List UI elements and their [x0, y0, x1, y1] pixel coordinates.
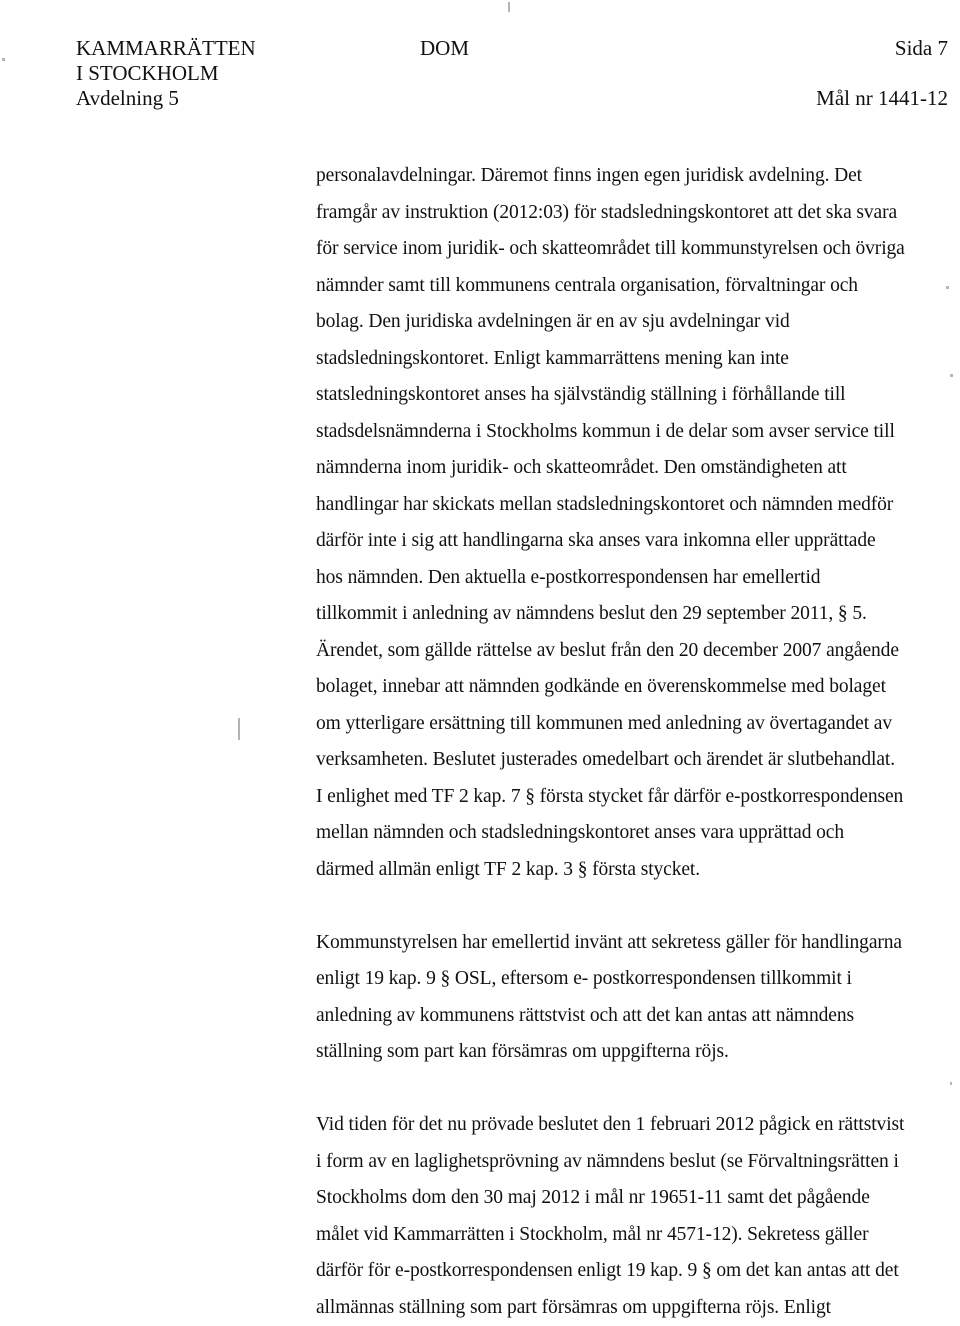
scan-speck — [950, 374, 953, 377]
page-meta — [816, 36, 948, 111]
text-line: stadsledningskontoret. Enligt kammarrättens mening kan inte — [316, 341, 956, 378]
text-line: handlingar har skickats mellan stadsledningskontoret och nämnden medför — [316, 487, 956, 524]
text-line: därmed allmän enligt TF 2 kap. 3 § första stycket. — [316, 852, 956, 889]
text-line: statsledningskontoret anses ha självständig ställning i förhållande till — [316, 377, 956, 414]
scan-speck — [508, 2, 510, 12]
text-line: personalavdelningar. Däremot finns ingen egen juridisk avdelning. Det — [316, 158, 956, 195]
page-number: Sida 7 — [816, 36, 948, 61]
department: Avdelning 5 — [76, 86, 256, 111]
text-line: ställning som part kan försämras om uppgifterna röjs. — [316, 1034, 956, 1071]
text-line: bolag. Den juridiska avdelningen är en av sju avdelningar vid — [316, 304, 956, 341]
text-line: enligt 19 kap. 9 § OSL, eftersom e- postkorrespondensen tillkommit i — [316, 961, 956, 998]
paragraph — [316, 158, 956, 888]
paragraph-gap — [316, 1071, 956, 1108]
text-line: hos nämnden. Den aktuella e-postkorrespondensen har emellertid — [316, 560, 956, 597]
text-line: I enlighet med TF 2 kap. 7 § första stycket får därför e-postkorrespondensen — [316, 779, 956, 816]
court-header — [76, 36, 256, 111]
text-line: nämnder samt till kommunens centrala organisation, förvaltningar och — [316, 268, 956, 305]
text-line: nämnderna inom juridik- och skatteområdet. Den omständigheten att — [316, 450, 956, 487]
text-line: Kommunstyrelsen har emellertid invänt att sekretess gäller för handlingarna — [316, 925, 956, 962]
text-line: anledning av kommunens rättstvist och att det kan antas att nämndens — [316, 998, 956, 1035]
text-line: därför inte i sig att handlingarna ska anses vara inkomna eller upprättade — [316, 523, 956, 560]
text-line: om ytterligare ersättning till kommunen med anledning av övertagandet av — [316, 706, 956, 743]
scan-speck — [950, 1082, 952, 1085]
text-line: verksamheten. Beslutet justerades omedelbart och ärendet är slutbehandlat. — [316, 742, 956, 779]
case-number: Mål nr 1441-12 — [816, 86, 948, 111]
text-line: mellan nämnden och stadsledningskontoret anses vara upprättad och — [316, 815, 956, 852]
text-line: bolaget, innebar att nämnden godkände en överenskommelse med bolaget — [316, 669, 956, 706]
court-city: I STOCKHOLM — [76, 61, 256, 86]
paragraph — [316, 925, 956, 1071]
document-type: DOM — [420, 36, 469, 61]
text-line: framgår av instruktion (2012:03) för stadsledningskontoret att det ska svara — [316, 195, 956, 232]
text-line: Vid tiden för det nu prövade beslutet den 1 februari 2012 pågick en rättstvist — [316, 1107, 956, 1144]
scan-speck — [238, 718, 240, 740]
document-body — [316, 158, 956, 1326]
text-line: för service inom juridik- och skatteområdet till kommunstyrelsen och övriga — [316, 231, 956, 268]
text-line: därför för e-postkorrespondensen enligt 19 kap. 9 § om det kan antas att det — [316, 1253, 956, 1290]
text-line: stadsdelsnämnderna i Stockholms kommun i de delar som avser service till — [316, 414, 956, 451]
scan-speck — [946, 286, 949, 289]
text-line: Ärendet, som gällde rättelse av beslut från den 20 december 2007 angående — [316, 633, 956, 670]
court-name: KAMMARRÄTTEN — [76, 36, 256, 61]
text-line: Stockholms dom den 30 maj 2012 i mål nr 19651-11 samt det pågående — [316, 1180, 956, 1217]
text-line: allmännas ställning som part försämras om uppgifterna röjs. Enligt — [316, 1290, 956, 1326]
text-line: i form av en laglighetsprövning av nämndens beslut (se Förvaltningsrätten i — [316, 1144, 956, 1181]
paragraph — [316, 1107, 956, 1326]
paragraph-gap — [316, 888, 956, 925]
text-line: målet vid Kammarrätten i Stockholm, mål nr 4571-12). Sekretess gäller — [316, 1217, 956, 1254]
text-line: tillkommit i anledning av nämndens beslut den 29 september 2011, § 5. — [316, 596, 956, 633]
scan-speck — [2, 58, 5, 61]
